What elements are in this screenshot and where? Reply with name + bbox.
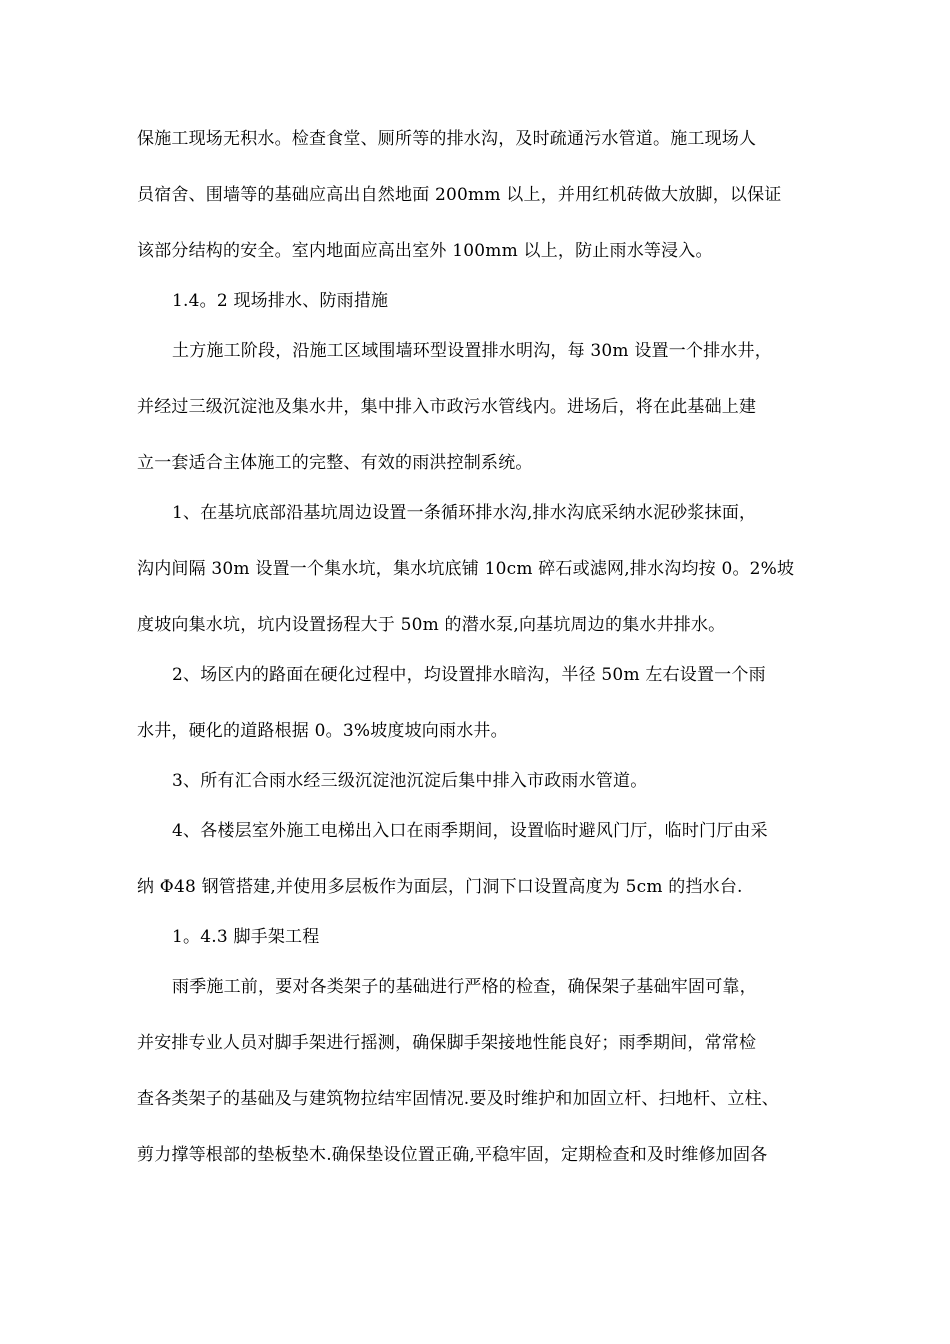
text-line: 保施工现场无积水。检查食堂、厕所等的排水沟，及时疏通污水管道。施工现场人 [137,129,757,149]
text-line: 2、场区内的路面在硬化过程中，均设置排水暗沟，半径 50m 左右设置一个雨 [172,665,766,685]
text-line: 度坡向集水坑，坑内设置扬程大于 50m 的潜水泵,向基坑周边的集水井排水。 [137,615,726,635]
text-line: 并经过三级沉淀池及集水井，集中排入市政污水管线内。进场后，将在此基础上建 [137,397,757,417]
text-line: 查各类架子的基础及与建筑物拉结牢固情况.要及时维护和加固立杆、扫地杆、立柱、 [137,1089,780,1109]
section-heading: 1。4.3 脚手架工程 [172,927,320,947]
section-heading: 1.4。2 现场排水、防雨措施 [172,291,389,311]
text-line: 立一套适合主体施工的完整、有效的雨洪控制系统。 [137,453,533,473]
text-line: 并安排专业人员对脚手架进行摇测，确保脚手架接地性能良好；雨季期间，常常检 [137,1033,757,1053]
text-line: 1、在基坑底部沿基坑周边设置一条循环排水沟,排水沟底采纳水泥砂浆抹面， [172,503,757,523]
text-line: 3、所有汇合雨水经三级沉淀池沉淀后集中排入市政雨水管道。 [172,771,648,791]
text-line: 土方施工阶段，沿施工区域围墙环型设置排水明沟，每 30m 设置一个排水井， [172,341,772,361]
text-line: 该部分结构的安全。室内地面应高出室外 100mm 以上，防止雨水等浸入。 [137,241,713,261]
text-line: 雨季施工前，要对各类架子的基础进行严格的检查，确保架子基础牢固可靠， [172,977,757,997]
text-line: 水井，硬化的道路根据 0。3%坡度坡向雨水井。 [137,721,508,741]
text-line: 员宿舍、围墙等的基础应高出自然地面 200mm 以上，并用红机砖做大放脚，以保证 [137,185,782,205]
text-line: 4、各楼层室外施工电梯出入口在雨季期间，设置临时避风门厅，临时门厅由采 [172,821,768,841]
text-line: 剪力撑等根部的垫板垫木.确保垫设位置正确,平稳牢固，定期检查和及时维修加固各 [137,1145,768,1165]
text-line: 沟内间隔 30m 设置一个集水坑，集水坑底铺 10cm 碎石或滤网,排水沟均按 0。2%坡 [137,559,795,579]
text-line: 纳 Φ48 钢管搭建,并使用多层板作为面层，门洞下口设置高度为 5cm 的挡水台. [137,877,743,897]
